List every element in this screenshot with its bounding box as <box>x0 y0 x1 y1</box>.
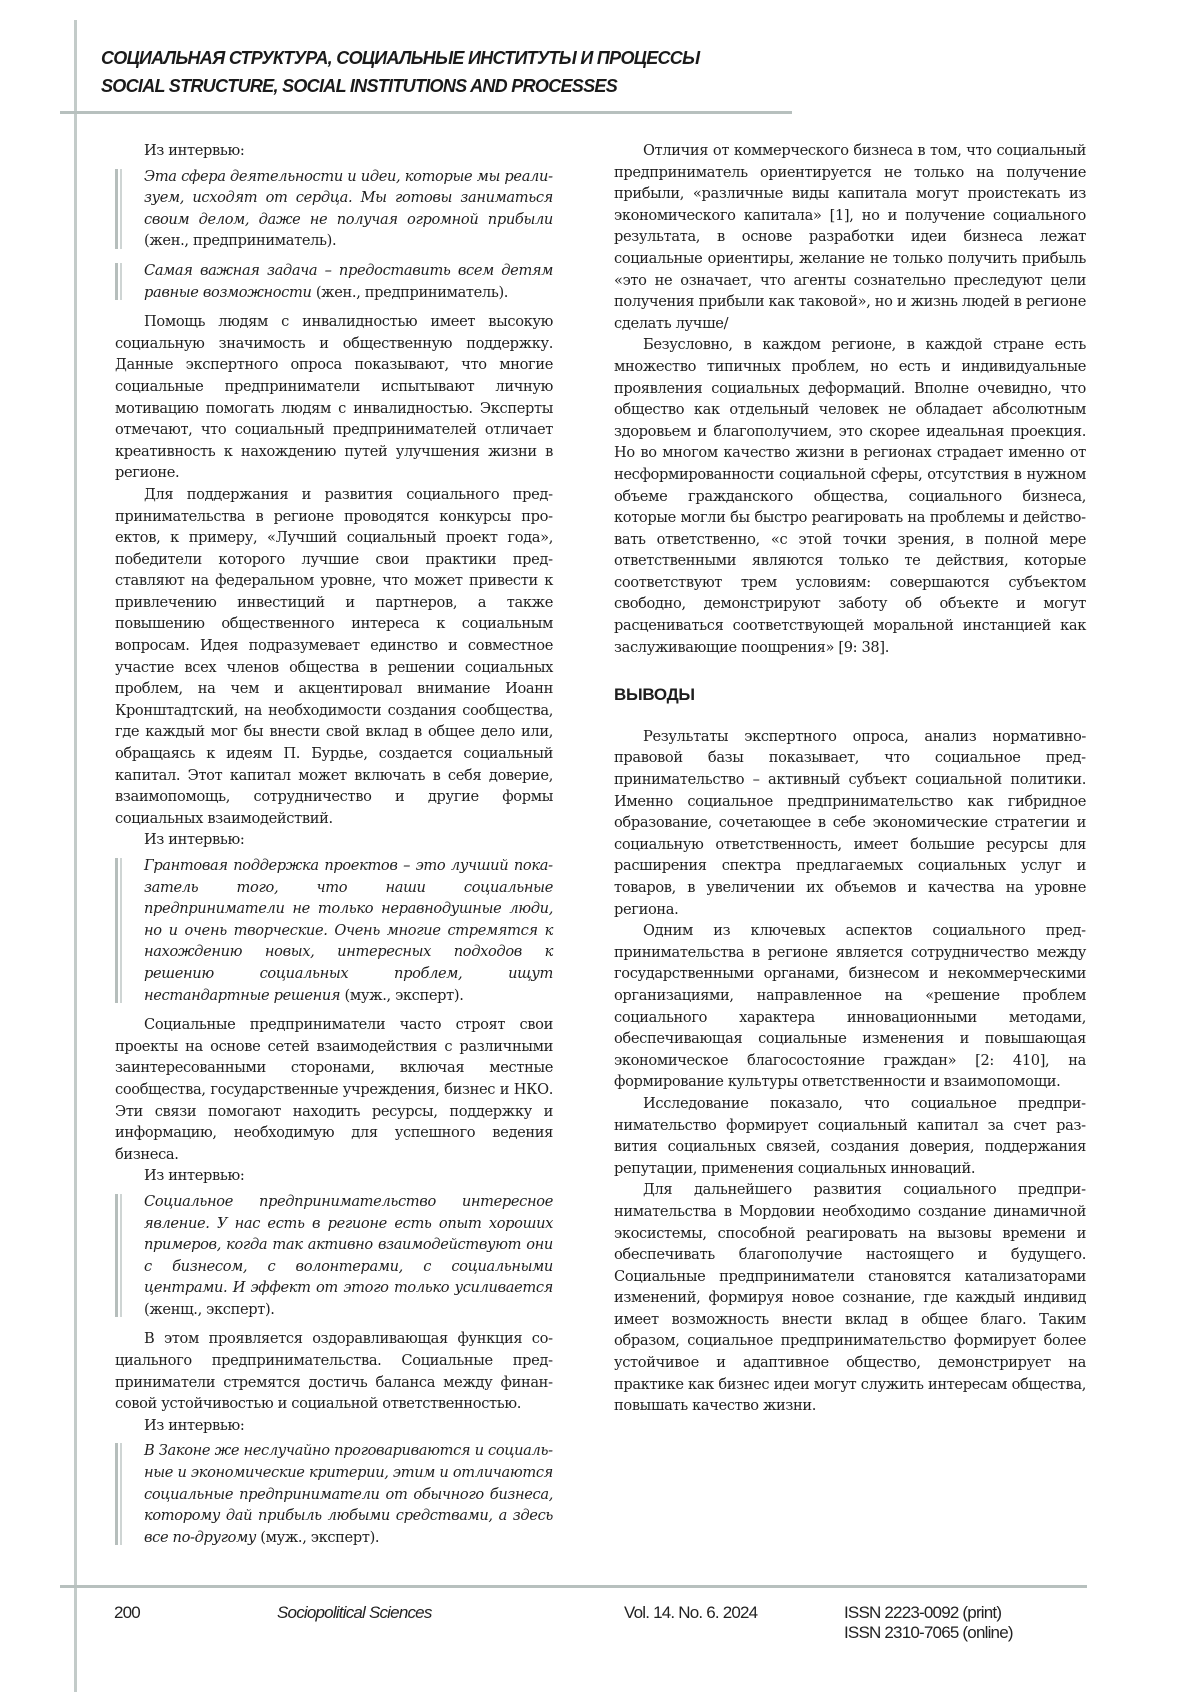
quote-attribution: (муж., эксперт). <box>255 1528 380 1546</box>
footer-rule <box>60 1585 1087 1588</box>
body-paragraph: Отличия от коммерческого бизнеса в том, что социальный предприниматель ориентируется не только на получение прибыли, «различные виды капитала могут проистекать из экономического капитала» [1], но и получение социального результата, в основе разработки идеи бизнеса лежат социальные ориентиры, желание не только получить прибыль «это не означает, что агенты сознательно преследуют цели получения прибыли как таковой», но и жизнь людей в регионе сделать лучше/ <box>614 142 1086 332</box>
interview-label: Из интервью: <box>144 1167 245 1185</box>
body-paragraph: Исследование показало, что социальное предпринимательство формирует социальный капитал за счет развития социальных связей, создания доверия, поддержания репутации, применения социальных инноваций. <box>614 1094 1086 1177</box>
quote-text: Самая важная задача – предоставить всем детям равные возможности <box>144 261 553 301</box>
interview-quote <box>115 1191 553 1321</box>
journal-name: Sociopolitical Sciences <box>277 1603 432 1622</box>
body-paragraph: Безусловно, в каждом регионе, в каждой стране есть множество типичных проблем, но есть и индивидуальные проявления социальных деформаций. Вполне очевидно, что общество как отдельный человек не обладает абсолютным здоровьем и благополучием, это скорее идеальная проекция. Но во многом качество жизни в регионах страдает именно от несформированности социальной сферы, отсутствия в нужном объеме гражданского общества, социального бизнеса, которые могли бы быстро реагировать на проблемы и действовать ответственно, «с этой точки зрения, в полной мере ответственными являются только те действия, которые соответствуют трем условиям: совершаются субъектом свободно, демонстрируют заботу об объекте и могут расцениваться соответствующей моральной инстанцией как заслуживающие поощрения» [9: 38]. <box>614 336 1086 656</box>
section-heading-conclusions: ВЫВОДЫ <box>614 685 695 705</box>
issn-online: ISSN 2310-7065 (online) <box>844 1623 1013 1642</box>
right-column <box>614 140 1086 1417</box>
interview-quote <box>115 166 553 252</box>
volume-issue: Vol. 14. No. 6. 2024 <box>624 1603 758 1622</box>
header-rule <box>60 111 792 114</box>
running-header <box>101 44 699 100</box>
section-title-en: SOCIAL STRUCTURE, SOCIAL INSTITUTIONS AND PROCESSES <box>101 76 618 96</box>
vertical-margin-rule <box>74 20 77 1692</box>
page-number: 200 <box>114 1603 140 1622</box>
interview-label: Из интервью: <box>144 1416 245 1434</box>
interview-quote <box>115 855 553 1006</box>
body-paragraph: Помощь людям с инвалидностью имеет высокую социальную значимость и общественную поддержку. Данные экспертного опроса показывают, что многие социальные предприниматели испытывают личную мотивацию помогать людям с инвалидностью. Эксперты отмечают, что социальный предпринимателей отличает креативность к нахождению путей улучшения жизни в регионе. <box>115 313 553 482</box>
quote-text: Грантовая поддержка проектов – это лучший показатель того, что наши социальные предприниматели не только неравнодушные люди, но и очень творческие. Очень многие стремятся к нахождению новых, интересных подходов к решению социальных проблем, ищут нестандартные решения <box>144 857 553 1004</box>
issn-print: ISSN 2223-0092 (print) <box>844 1603 1002 1622</box>
body-paragraph: Результаты экспертного опроса, анализ нормативно-правовой базы показывает, что социальное предпринимательство – активный субъект социальной политики. Именно социальное предпринимательство как гибридное образование, сочетающее в себе экономические стратегии и социальную ответственность, имеет большие ресурсы для расширения спектра предлагаемых социальных услуг и товаров, в увеличении их объемов и качества на уровне региона. <box>614 727 1086 918</box>
section-title-ru: СОЦИАЛЬНАЯ СТРУКТУРА, СОЦИАЛЬНЫЕ ИНСТИТУТЫ И ПРОЦЕССЫ <box>101 48 700 68</box>
interview-label: Из интервью: <box>144 831 245 849</box>
quote-attribution: (муж., эксперт). <box>340 986 464 1004</box>
quote-attribution: (женщ., эксперт). <box>144 1300 275 1318</box>
body-paragraph: Для поддержания и развития социального предпринимательства в регионе проводятся конкурсы проектов, к примеру, «Лучший социальный проект года», победители которого лучшие свои практики представляют на федеральном уровне, что может привести к привлечению инвестиций и партнеров, а также повышению общественного интереса к социальным вопросам. Идея подразумевает единство и совместное участие всех членов общества в решении социальных проблем, на чем и акцентировал внимание Иоанн Кронштадтский, на необходимости создания сообщества, где каждый мог бы внести свой вклад в общее дело или, обращаясь к идеям П. Бурдье, создается социальный капитал. Этот капитал может включать в себя доверие, взаимопомощь, сотрудничество и другие формы социальных взаимодействий. <box>115 485 553 827</box>
quote-attribution: (жен., предприниматель). <box>144 232 337 250</box>
quote-text: Эта сфера деятельности и идеи, которые мы реализуем, исходят от сердца. Мы готовы заниматься своим делом, даже не получая огромной прибыли <box>144 167 553 228</box>
interview-quote <box>115 260 553 303</box>
body-paragraph: Для дальнейшего развития социального предпринимательства в Мордовии необходимо создание динамичной экосистемы, способной реагировать на вызовы времени и обеспечивать благополучие настоящего и будущего. Социальные предприниматели становятся катализаторами изменений, формируя новое сознание, где каждый индивид имеет возможность внести вклад в общее благо. Таким образом, социальное предпринимательство формирует более устойчивое и адаптивное общество, демонстрирует на практике как бизнес идеи могут служить интересам общества, повышать качество жизни. <box>614 1181 1086 1415</box>
body-paragraph: Социальные предприниматели часто строят свои проекты на основе сетей взаимодействия с различными заинтересованными сторонами, включая местные сообщества, государственные учреждения, бизнес и НКО. Эти связи помогают находить ресурсы, поддержку и информацию, необходимую для успешного ведения бизнеса. <box>115 1016 553 1163</box>
interview-quote <box>115 1440 553 1548</box>
interview-label: Из интервью: <box>144 142 245 159</box>
quote-text: Социальное предпринимательство интересное явление. У нас есть в регионе есть опыт хороших примеров, когда так активно взаимодействуют они с бизнесом, с волонтерами, с социальными центрами. И эффект от этого только усиливается <box>144 1192 553 1297</box>
body-paragraph: В этом проявляется оздоравливающая функция социального предпринимательства. Социальные предприниматели стремятся достичь баланса между финансовой устойчивостью и социальной ответственностью. <box>115 1330 553 1413</box>
body-paragraph: Одним из ключевых аспектов социального предпринимательства в регионе является сотрудничество между государственными органами, бизнесом и некоммерческими организациями, направленное на «решение проблем социального характера инновационными методами, обеспечивающая социальные изменения и повышающая экономическое благосостояние граждан» [2: 410], на формирование культуры ответственности и взаимопомощи. <box>614 922 1086 1091</box>
left-column <box>115 140 553 1556</box>
quote-attribution: (жен., предприниматель). <box>311 283 509 301</box>
issn-block <box>844 1603 1013 1643</box>
quote-text: В Законе же неслучайно проговариваются и социальные и экономические критерии, этим и отличаются социальные предприниматели от обычного бизнеса, которому дай прибыль любыми средствами, а здесь все по-другому <box>144 1442 553 1546</box>
